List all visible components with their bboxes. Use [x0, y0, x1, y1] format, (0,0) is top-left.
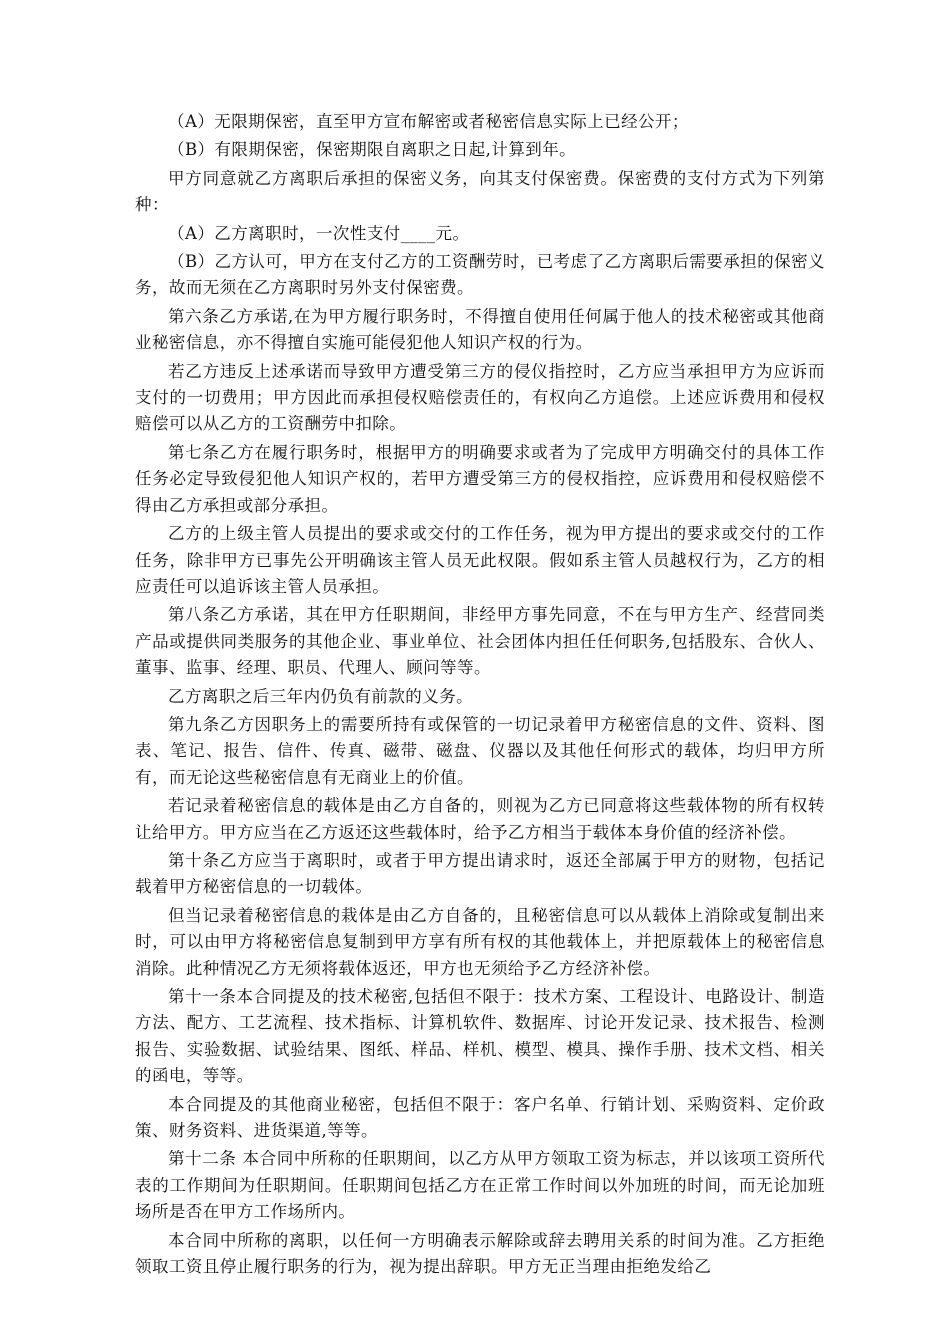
paragraph-article-10-own-media: 但当记录着秘密信息的栽体是由乙方自备的，且秘密信息可以从载体上消除或复制出来时，可以由甲方将秘密信息复制到甲方享有所有权的其他载体上，并把原载体上的秘密信息消除。此种情况乙方无须将载体返还，甲方也无须给予乙方经济补偿。 — [135, 905, 825, 978]
document-page — [135, 109, 825, 1282]
paragraph-article-6-breach: 若乙方违反上述承诺而导致甲方遭受第三方的侵仪指控时，乙方应当承担甲方为应诉而支付的一切费用；甲方因此而承担侵权赔偿责任的，有权向乙方追偿。上述应诉费用和侵权赔偿可以从乙方的工资酬劳中扣除。 — [135, 361, 825, 434]
paragraph-article-7-supervisor: 乙方的上级主管人员提出的要求或交付的工作任务，视为甲方提出的要求或交付的工作任务，除非甲方已事先公开明确该主管人员无此权限。假如系主管人员越权行为，乙方的相应责任可以追诉该主管人员承担。 — [135, 524, 825, 596]
paragraph-article-11-trade-secrets: 本合同提及的其他商业秘密，包括但不限于：客户名单、行销计划、采购资料、定价政策、财务资料、进货渠道,等等。 — [135, 1094, 825, 1141]
paragraph-article-10: 第十条乙方应当于离职时，或者于甲方提出请求时，返还全部属于甲方的财物，包括记载着甲方秘密信息的一切载体。 — [135, 850, 825, 897]
paragraph-article-7: 第七条乙方在履行职务时，根据甲方的明确要求或者为了完成甲方明确交付的具体工作任务必定导致侵犯他人知识产权的，若甲方遭受第三方的侵权指控，应诉费用和侵权赔偿不得由乙方承担或部分承担。 — [135, 442, 825, 515]
paragraph-article-9-own-media: 若记录着秘密信息的载体是由乙方自备的，则视为乙方已同意将这些载体物的所有权转让给甲方。甲方应当在乙方返还这些载体时，给予乙方相当于载体本身价值的经济补偿。 — [135, 796, 825, 842]
paragraph-article-9: 第九条乙方因职务上的需要所持有或保管的一切记录着甲方秘密信息的文件、资料、图表、笔记、报告、信件、传真、磁带、磁盘、仪器以及其他任何形式的载体，均归甲方所有，而无论这些秘密信息有无商业上的价值。 — [135, 714, 825, 787]
paragraph-limited-confidentiality: （B）有限期保密，保密期限自离职之日起,计算到年。 — [168, 140, 577, 160]
paragraph-article-12: 第十二条 本合同中所称的任职期间，以乙方从甲方领取工资为标志，并以该项工资所代表的工作期间为任职期间。任职期间包括乙方在正常工作时间以外加班的时间，而无论加班场所是否在甲方工作场所内。 — [135, 1149, 825, 1222]
paragraph-article-12-resignation: 本合同中所称的离职，以任何一方明确表示解除或辞去聘用关系的时间为准。乙方拒绝领取工资且停止履行职务的行为，视为提出辞职。甲方无正当理由拒绝发给乙 — [135, 1230, 825, 1277]
paragraph-article-8: 第八条乙方承诺，其在甲方任职期间，非经甲方事先同意，不在与甲方生产、经营同类产品或提供同类服务的其他企业、事业单位、社会团体内担任任何职务,包括股东、合伙人、董事、监事、经理、职员、代理人、顾问等等。 — [135, 605, 825, 678]
paragraph-article-6: 第六条乙方承诺,在为甲方履行职务时，不得擅自使用任何属于他人的技术秘密或其他商业秘密信息，亦不得擅自实施可能侵犯他人知识产权的行为。 — [135, 306, 825, 353]
paragraph-confidentiality-fee: 甲方同意就乙方离职后承担的保密义务，向其支付保密费。保密费的支付方式为下列第 种： — [135, 168, 825, 215]
paragraph-fee-option-b: （B）乙方认可，甲方在支付乙方的工资酬劳时，已考虑了乙方离职后需要承担的保密义务，故而无须在乙方离职时另外支付保密费。 — [135, 252, 825, 298]
paragraph-article-11: 第十一条本合同提及的技术秘密,包括但不限于：技术方案、工程设计、电路设计、制造方法、配方、工艺流程、技术指标、计算机软件、数据库、讨论开发记录、技术报告、检测报告、实验数据、试验结果、图纸、样品、样机、模型、模具、操作手册、技术文档、相关的函电，等等。 — [135, 987, 825, 1086]
paragraph-indefinite-confidentiality: （A）无限期保密，直至甲方宣布解密或者秘密信息实际上已经公开； — [168, 112, 689, 131]
paragraph-article-8-post-employment: 乙方离职之后三年内仍负有前款的义务。 — [168, 686, 474, 706]
paragraph-fee-option-a: （A）乙方离职时，一次性支付____元。 — [168, 223, 470, 243]
